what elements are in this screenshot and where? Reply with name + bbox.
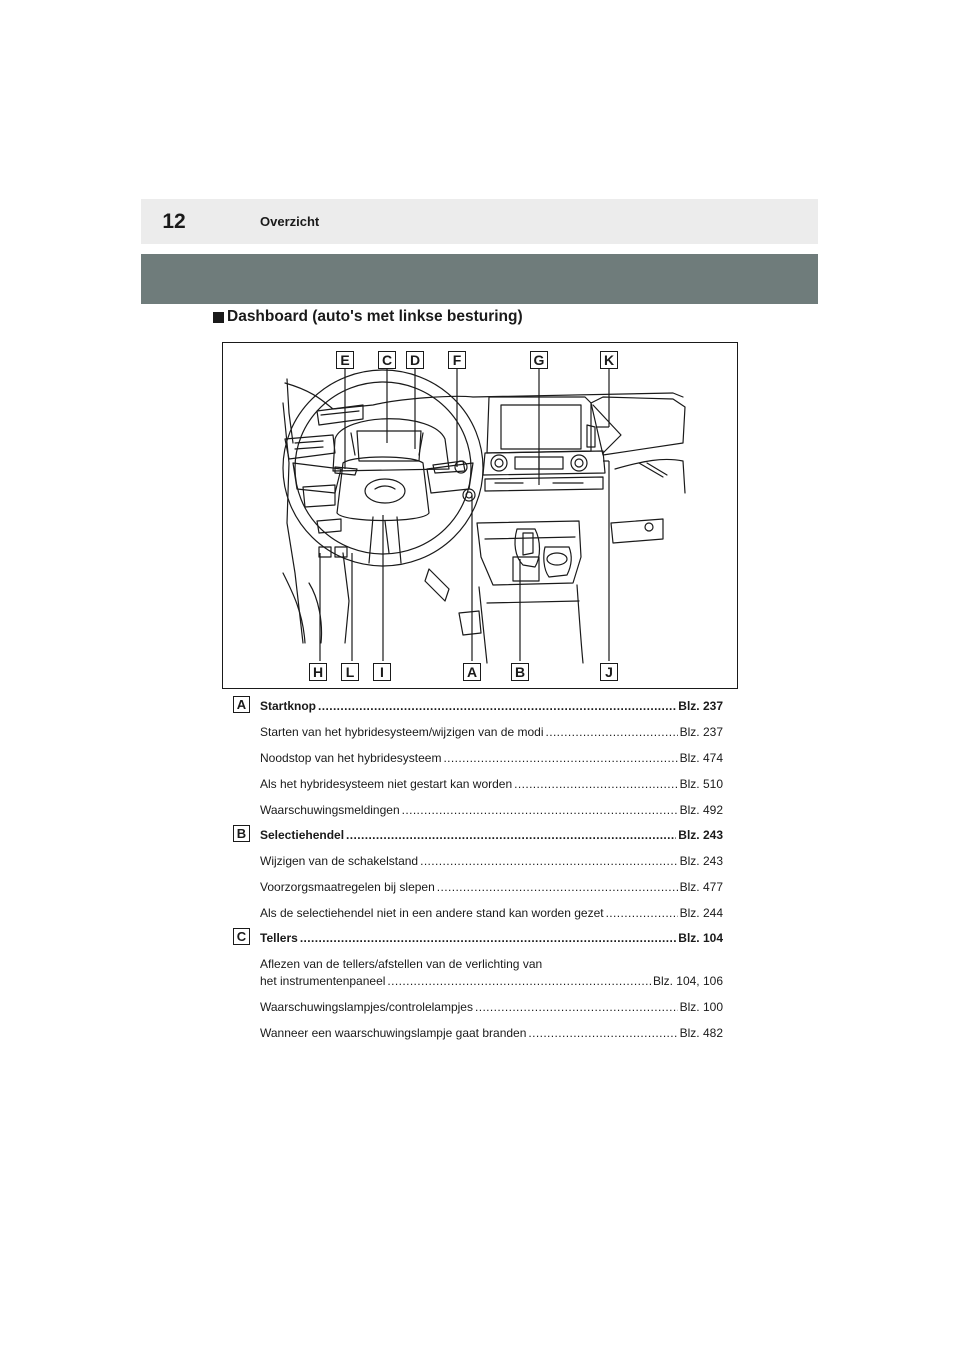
page-ref[interactable]: Blz. 244 [679,906,723,920]
entry-A [233,694,723,822]
entry-item: Voorzorgsmaatregelen bij slepen ..... Blz. 477 [260,874,723,899]
entry-item: Wanneer een waarschuwingslampje gaat branden ..... Blz. 482 [260,1020,723,1045]
entry-item: Waarschuwingsmeldingen ..... Blz. 492 [260,797,723,822]
page-ref[interactable]: Blz. 474 [679,751,723,765]
entry-letter-badge: B [233,825,250,842]
square-bullet-icon [213,312,224,323]
entry-title-line [260,926,723,950]
entry-B [233,823,723,925]
callout-L: L [341,663,359,681]
entry-title-line [260,823,723,847]
callout-F: F [448,351,466,369]
callout-G: G [530,351,548,369]
page-header [141,199,818,244]
callout-K: K [600,351,618,369]
entry-item: Als de selectiehendel niet in een andere stand kan worden gezet ..... Blz. 244 [260,900,723,925]
chapter-title: Overzicht [260,214,320,229]
callout-B: B [511,663,529,681]
page-ref[interactable]: Blz. 104, 106 [652,974,723,988]
entry-item: het instrumentenpaneel ..... Blz. 104, 106 [260,973,723,993]
entry-title: Startknop [260,699,317,713]
callout-E: E [336,351,354,369]
page-ref[interactable]: Blz. 237 [679,725,723,739]
page-ref[interactable]: Blz. 492 [679,803,723,817]
entry-letter-badge: C [233,928,250,945]
entry-item: Als het hybridesysteem niet gestart kan worden ..... Blz. 510 [260,771,723,796]
entry-item-first-line: Aflezen van de tellers/afstellen van de verlichting van [260,957,543,971]
section-heading [213,308,523,326]
index-entries [233,694,723,1046]
page-ref[interactable]: Blz. 104 [678,931,723,945]
page-ref[interactable]: Blz. 510 [679,777,723,791]
section-band [141,254,818,304]
entry-item: Noodstop van het hybridesysteem ..... Blz. 474 [260,745,723,770]
callout-C: C [378,351,396,369]
entry-title: Tellers [260,931,298,945]
entry-title-line [260,694,723,718]
entry-letter-badge: A [233,696,250,713]
page-ref[interactable]: Blz. 243 [678,828,723,842]
callout-I: I [373,663,391,681]
callout-A: A [463,663,481,681]
entry-title: Selectiehendel [260,828,345,842]
entry-C [233,926,723,1045]
callout-J: J [600,663,618,681]
page-ref[interactable]: Blz. 237 [678,699,723,713]
callout-H: H [309,663,327,681]
dashboard-illustration [222,342,738,689]
entry-item: Waarschuwingslampjes/controlelampjes ..... Blz. 100 [260,994,723,1019]
page-ref[interactable]: Blz. 477 [679,880,723,894]
entry-item: Starten van het hybridesysteem/wijzigen van de modi ..... Blz. 237 [260,719,723,744]
page-number: 12 [162,209,186,233]
page-ref[interactable]: Blz. 100 [679,1000,723,1014]
callout-lines [223,343,739,690]
section-title: Dashboard (auto's met linkse besturing) [227,308,523,325]
page-ref[interactable]: Blz. 243 [679,854,723,868]
callout-D: D [406,351,424,369]
page-ref[interactable]: Blz. 482 [679,1026,723,1040]
entry-item: Wijzigen van de schakelstand ..... Blz. 243 [260,848,723,873]
